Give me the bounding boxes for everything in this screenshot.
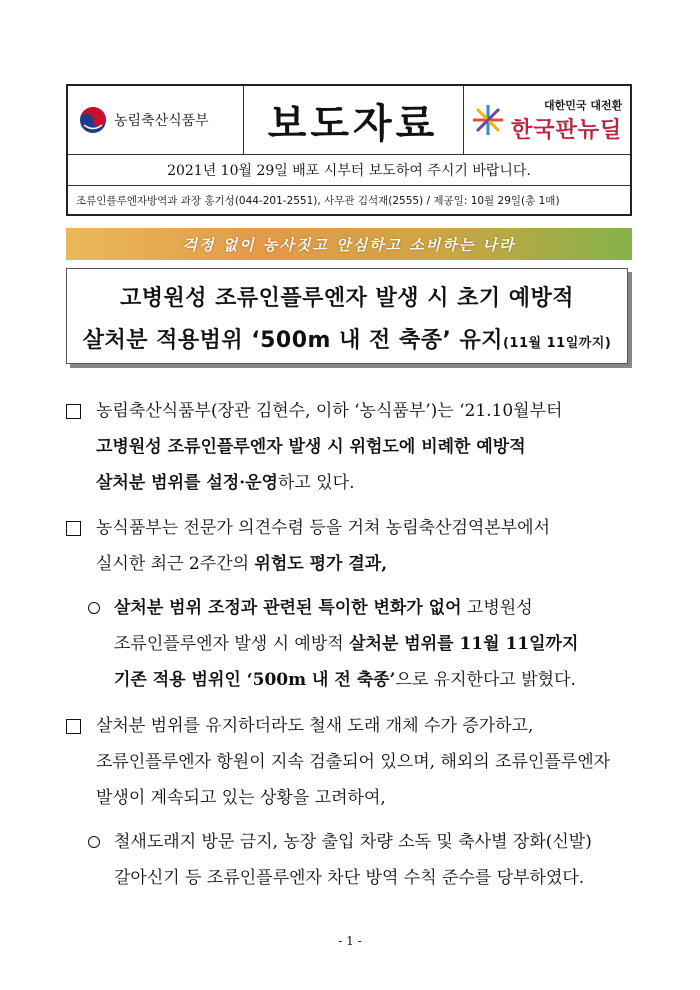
p2-line-2-bold: 위험도 평가 결과, [254, 554, 388, 574]
p1-line-1: 농림축산식품부(장관 김현수, 이하 ‘농식품부’)는 ‘21.10월부터 [96, 401, 563, 421]
p5-line-1: 철새도래지 방문 금지, 농장 출입 차량 소독 및 축사별 장화(신발) [114, 832, 592, 852]
p3-line-1-bold: 살처분 범위 조정과 관련된 특이한 변화가 없어 [114, 598, 462, 618]
p3-line-2 [114, 628, 578, 660]
p3-line-1 [114, 592, 533, 624]
p3-line-1-rest: 고병원성 [461, 598, 533, 618]
header-top-row [68, 86, 630, 155]
p3-line-3-bold: 기존 적용 범위인 ‘500m 내 전 축종’ [114, 670, 396, 690]
headline-line-1: 고병원성 조류인플루엔자 발생 시 초기 예방적 [119, 286, 575, 311]
headline-line-2-main: 살처분 적용범위 ‘500m 내 전 축종’ 유지 [82, 328, 503, 353]
headline-box [66, 268, 628, 364]
release-notice: 2021년 10월 29일 배포 시부터 보도하여 주시기 바랍니다. [68, 154, 630, 186]
new-deal-title: 한국판뉴딜 [511, 117, 623, 143]
p5-line-2: 갈아신기 등 조류인플루엔자 차단 방역 수칙 준수를 당부하였다. [114, 868, 585, 888]
p3-line-3-rest: 으로 유지한다고 밝혔다. [395, 670, 576, 690]
p2-line-2 [96, 548, 387, 580]
press-release-header [66, 84, 632, 216]
p3-line-2-bold: 살처분 범위를 11월 11일까지 [349, 634, 579, 654]
p1-line-3-rest: 하고 있다. [277, 473, 355, 493]
p4-line-3: 발생이 계속되고 있는 상황을 고려하여, [96, 788, 386, 808]
headline-line-2-date: (11월 11일까지) [502, 336, 612, 351]
ministry-logo-cell [68, 86, 244, 154]
circle-bullet-icon [88, 602, 100, 614]
p1-line-2: 고병원성 조류인플루엔자 발생 시 위험도에 비례한 예방적 [96, 437, 526, 457]
new-deal-star-icon [471, 103, 505, 137]
square-bullet-icon [66, 404, 81, 419]
slogan-text: 걱정 없이 농사짓고 안심하고 소비하는 나라 [182, 235, 516, 254]
square-bullet-icon [66, 719, 81, 734]
ministry-name: 농림축산식품부 [114, 113, 209, 129]
p3-line-3 [114, 664, 576, 696]
p1-line-3-bold: 살처분 범위를 설정·운영 [96, 473, 278, 493]
headline-line-2 [67, 323, 627, 354]
new-deal-logo-cell [463, 86, 630, 154]
p3-line-2-a: 조류인플루엔자 발생 시 예방적 [114, 634, 350, 654]
slogan-banner [66, 228, 632, 260]
new-deal-text [511, 97, 622, 144]
p1-line-3 [96, 467, 354, 499]
p4-line-1: 살처분 범위를 유지하더라도 철새 도래 개체 수가 증가하고, [96, 716, 534, 736]
p2-line-2-a: 실시한 최근 2주간의 [96, 554, 255, 574]
taegeuk-emblem-icon [78, 105, 108, 135]
doc-type-title: 보도자료 [267, 99, 439, 147]
square-bullet-icon [66, 521, 81, 536]
p2-line-1: 농식품부는 전문가 의견수렴 등을 거쳐 농림축산검역본부에서 [96, 518, 550, 538]
page-number: - 1 - [338, 934, 362, 948]
doc-type-cell [243, 86, 464, 154]
contact-line: 조류인플루엔자방역과 과장 홍기성(044-201-2551), 사무관 김석재(2555) / 제공일: 10월 29일(총 1매) [76, 195, 560, 207]
new-deal-subtitle: 대한민국 대전환 [544, 98, 623, 112]
p4-line-2: 조류인플루엔자 항원이 지속 검출되어 있으며, 해외의 조류인플루엔자 [96, 752, 611, 772]
circle-bullet-icon [88, 836, 100, 848]
new-deal-logo [471, 97, 622, 144]
